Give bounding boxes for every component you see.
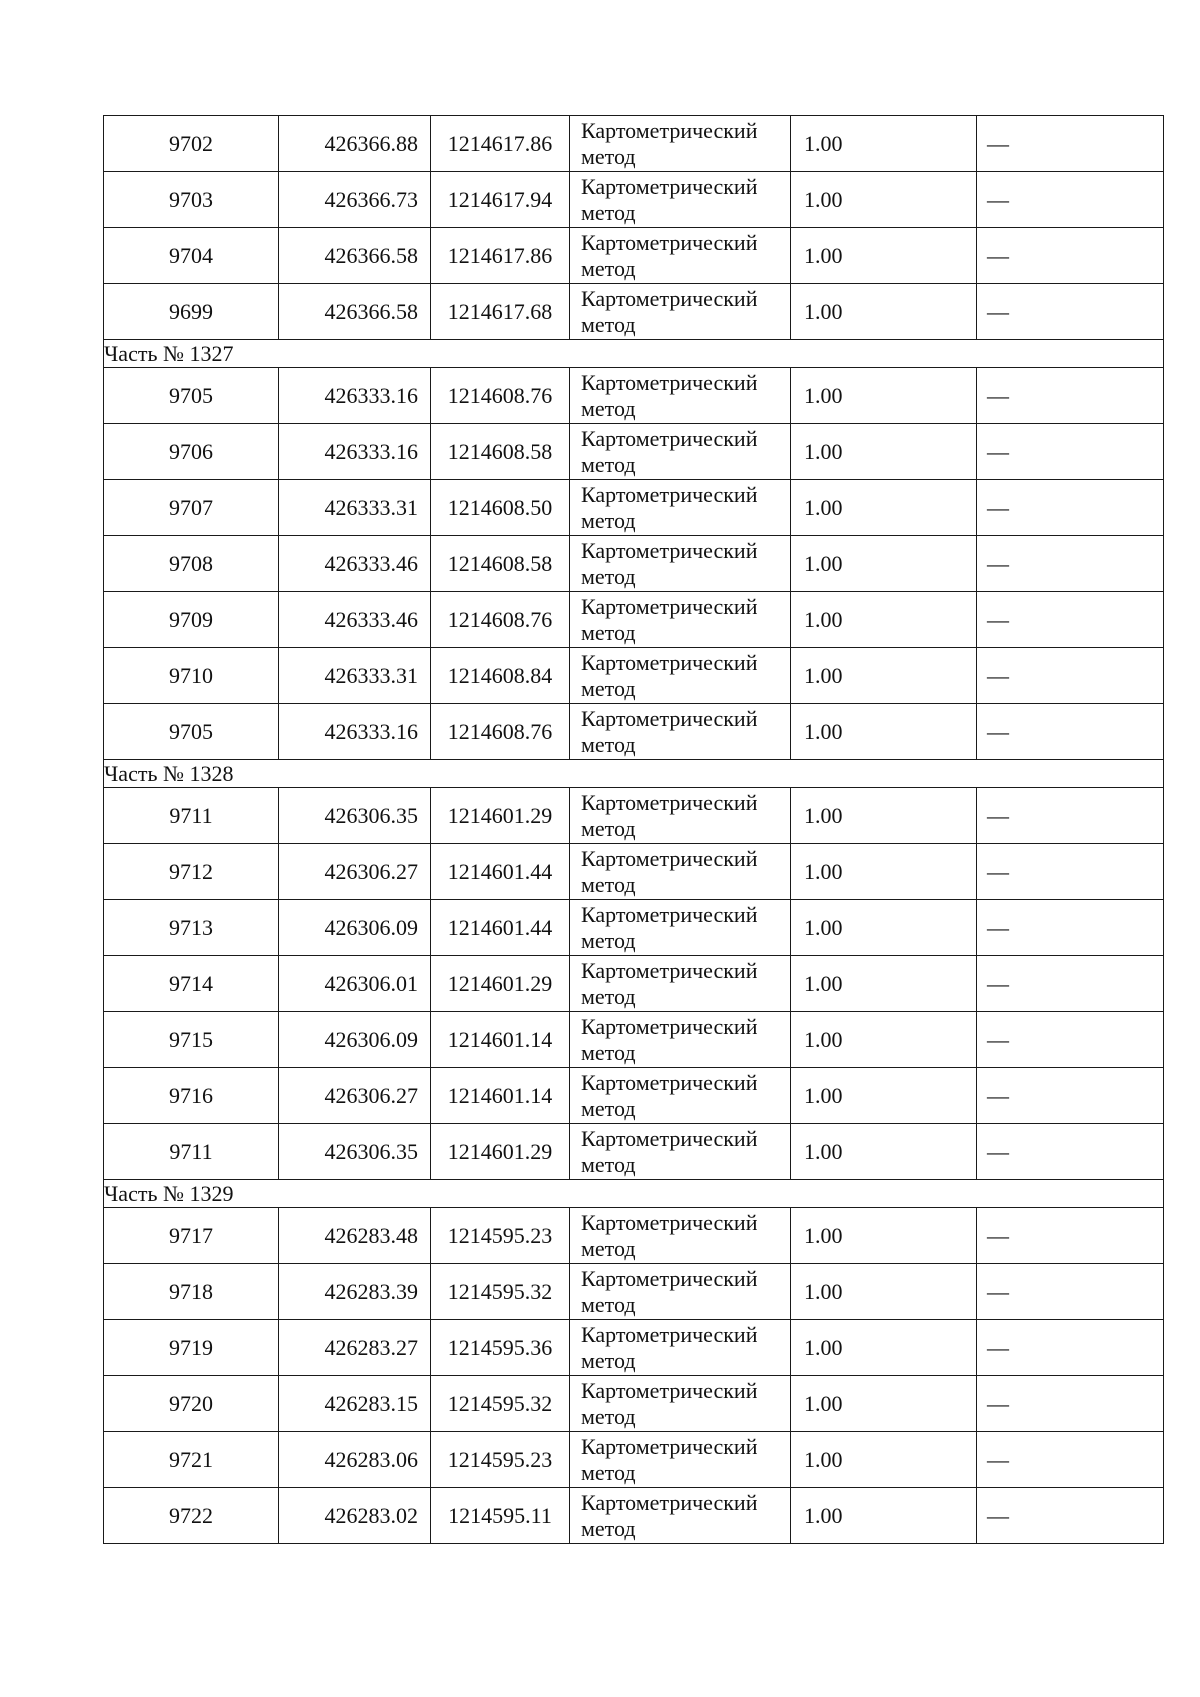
x-coordinate-cell: 426306.35 (279, 788, 431, 844)
method-text-line2: метод (581, 255, 636, 281)
table-row (104, 788, 1164, 844)
method-text-line2: метод (581, 619, 636, 645)
point-number-cell: 9707 (104, 480, 279, 536)
accuracy-cell: 1.00 (791, 788, 977, 844)
y-coordinate-cell: 1214617.86 (431, 228, 570, 284)
method-cell (570, 116, 791, 172)
x-coordinate-cell: 426333.16 (279, 424, 431, 480)
x-coordinate-cell: 426283.02 (279, 1488, 431, 1544)
dash-placeholder: — (987, 186, 1009, 212)
method-cell (570, 844, 791, 900)
x-coordinate-cell: 426306.01 (279, 956, 431, 1012)
x-coordinate-cell: 426283.15 (279, 1376, 431, 1432)
section-label: Часть № 1328 (104, 760, 1164, 788)
accuracy-cell: 1.00 (791, 228, 977, 284)
method-text-line1: Картометрический (581, 425, 758, 451)
accuracy-cell: 1.00 (791, 1068, 977, 1124)
dash-placeholder: — (987, 914, 1009, 940)
method-cell (570, 1068, 791, 1124)
dash-placeholder: — (987, 1222, 1009, 1248)
y-coordinate-cell: 1214601.14 (431, 1012, 570, 1068)
method-text-line1: Картометрический (581, 705, 758, 731)
accuracy-cell: 1.00 (791, 1376, 977, 1432)
description-cell (977, 648, 1164, 704)
point-number-cell: 9710 (104, 648, 279, 704)
method-text-line1: Картометрический (581, 957, 758, 983)
table-row (104, 284, 1164, 340)
dash-placeholder: — (987, 858, 1009, 884)
section-header-row (104, 760, 1164, 788)
point-number-cell: 9712 (104, 844, 279, 900)
dash-placeholder: — (987, 1082, 1009, 1108)
x-coordinate-cell: 426283.27 (279, 1320, 431, 1376)
table-row (104, 1068, 1164, 1124)
table-row (104, 1488, 1164, 1544)
y-coordinate-cell: 1214601.14 (431, 1068, 570, 1124)
y-coordinate-cell: 1214601.29 (431, 956, 570, 1012)
method-text-line1: Картометрический (581, 1265, 758, 1291)
table-row (104, 592, 1164, 648)
description-cell (977, 1264, 1164, 1320)
method-text-line2: метод (581, 815, 636, 841)
table-row (104, 424, 1164, 480)
description-cell (977, 480, 1164, 536)
y-coordinate-cell: 1214595.36 (431, 1320, 570, 1376)
method-text-line1: Картометрический (581, 1125, 758, 1151)
x-coordinate-cell: 426333.46 (279, 536, 431, 592)
dash-placeholder: — (987, 1138, 1009, 1164)
method-text-line1: Картометрический (581, 789, 758, 815)
method-text-line2: метод (581, 1459, 636, 1485)
table-row (104, 844, 1164, 900)
x-coordinate-cell: 426333.46 (279, 592, 431, 648)
method-cell (570, 592, 791, 648)
point-number-cell: 9718 (104, 1264, 279, 1320)
description-cell (977, 1124, 1164, 1180)
method-cell (570, 788, 791, 844)
dash-placeholder: — (987, 242, 1009, 268)
description-cell (977, 956, 1164, 1012)
x-coordinate-cell: 426366.58 (279, 284, 431, 340)
dash-placeholder: — (987, 130, 1009, 156)
description-cell (977, 1376, 1164, 1432)
point-number-cell: 9704 (104, 228, 279, 284)
method-cell (570, 1124, 791, 1180)
accuracy-cell: 1.00 (791, 424, 977, 480)
method-cell (570, 704, 791, 760)
y-coordinate-cell: 1214608.76 (431, 368, 570, 424)
section-header-row (104, 1180, 1164, 1208)
method-text-line1: Картометрический (581, 1209, 758, 1235)
accuracy-cell: 1.00 (791, 172, 977, 228)
method-text-line1: Картометрический (581, 173, 758, 199)
y-coordinate-cell: 1214601.44 (431, 900, 570, 956)
accuracy-cell: 1.00 (791, 368, 977, 424)
method-text-line1: Картометрический (581, 1377, 758, 1403)
table-row (104, 368, 1164, 424)
coordinates-table (103, 115, 1164, 1544)
description-cell (977, 1432, 1164, 1488)
accuracy-cell: 1.00 (791, 592, 977, 648)
dash-placeholder: — (987, 1502, 1009, 1528)
method-cell (570, 900, 791, 956)
dash-placeholder: — (987, 1334, 1009, 1360)
y-coordinate-cell: 1214608.84 (431, 648, 570, 704)
table-row (104, 1124, 1164, 1180)
point-number-cell: 9722 (104, 1488, 279, 1544)
description-cell (977, 172, 1164, 228)
method-text-line2: метод (581, 1039, 636, 1065)
method-cell (570, 368, 791, 424)
section-label: Часть № 1329 (104, 1180, 1164, 1208)
accuracy-cell: 1.00 (791, 900, 977, 956)
accuracy-cell: 1.00 (791, 648, 977, 704)
method-text-line2: метод (581, 927, 636, 953)
y-coordinate-cell: 1214601.29 (431, 788, 570, 844)
method-text-line1: Картометрический (581, 1321, 758, 1347)
point-number-cell: 9702 (104, 116, 279, 172)
accuracy-cell: 1.00 (791, 116, 977, 172)
dash-placeholder: — (987, 1446, 1009, 1472)
accuracy-cell: 1.00 (791, 844, 977, 900)
x-coordinate-cell: 426333.16 (279, 368, 431, 424)
method-text-line2: метод (581, 563, 636, 589)
method-text-line2: метод (581, 871, 636, 897)
method-text-line1: Картометрический (581, 649, 758, 675)
y-coordinate-cell: 1214617.94 (431, 172, 570, 228)
method-text-line1: Картометрический (581, 117, 758, 143)
table-row (104, 172, 1164, 228)
point-number-cell: 9721 (104, 1432, 279, 1488)
x-coordinate-cell: 426333.31 (279, 480, 431, 536)
method-text-line2: метод (581, 1235, 636, 1261)
dash-placeholder: — (987, 1278, 1009, 1304)
accuracy-cell: 1.00 (791, 1432, 977, 1488)
x-coordinate-cell: 426366.88 (279, 116, 431, 172)
accuracy-cell: 1.00 (791, 1488, 977, 1544)
description-cell (977, 1320, 1164, 1376)
method-text-line1: Картометрический (581, 1013, 758, 1039)
dash-placeholder: — (987, 1026, 1009, 1052)
method-cell (570, 536, 791, 592)
description-cell (977, 536, 1164, 592)
section-label: Часть № 1327 (104, 340, 1164, 368)
accuracy-cell: 1.00 (791, 1012, 977, 1068)
method-cell (570, 1320, 791, 1376)
point-number-cell: 9720 (104, 1376, 279, 1432)
description-cell (977, 1012, 1164, 1068)
point-number-cell: 9719 (104, 1320, 279, 1376)
accuracy-cell: 1.00 (791, 480, 977, 536)
table-row (104, 900, 1164, 956)
description-cell (977, 368, 1164, 424)
table-body (104, 116, 1164, 1544)
y-coordinate-cell: 1214595.32 (431, 1264, 570, 1320)
description-cell (977, 1208, 1164, 1264)
table-row (104, 1376, 1164, 1432)
method-text-line1: Картометрический (581, 369, 758, 395)
x-coordinate-cell: 426306.27 (279, 844, 431, 900)
method-text-line2: метод (581, 675, 636, 701)
accuracy-cell: 1.00 (791, 956, 977, 1012)
x-coordinate-cell: 426366.73 (279, 172, 431, 228)
table-row (104, 1264, 1164, 1320)
point-number-cell: 9716 (104, 1068, 279, 1124)
description-cell (977, 116, 1164, 172)
dash-placeholder: — (987, 1390, 1009, 1416)
x-coordinate-cell: 426306.09 (279, 900, 431, 956)
method-text-line1: Картометрический (581, 901, 758, 927)
method-text-line2: метод (581, 1151, 636, 1177)
method-text-line1: Картометрический (581, 285, 758, 311)
method-text-line2: метод (581, 731, 636, 757)
accuracy-cell: 1.00 (791, 1320, 977, 1376)
dash-placeholder: — (987, 550, 1009, 576)
method-text-line2: метод (581, 983, 636, 1009)
dash-placeholder: — (987, 662, 1009, 688)
x-coordinate-cell: 426306.09 (279, 1012, 431, 1068)
point-number-cell: 9699 (104, 284, 279, 340)
table-row (104, 536, 1164, 592)
point-number-cell: 9705 (104, 368, 279, 424)
accuracy-cell: 1.00 (791, 1264, 977, 1320)
method-cell (570, 1208, 791, 1264)
y-coordinate-cell: 1214608.50 (431, 480, 570, 536)
method-text-line2: метод (581, 451, 636, 477)
accuracy-cell: 1.00 (791, 1124, 977, 1180)
dash-placeholder: — (987, 494, 1009, 520)
method-cell (570, 424, 791, 480)
point-number-cell: 9713 (104, 900, 279, 956)
point-number-cell: 9709 (104, 592, 279, 648)
method-text-line1: Картометрический (581, 1433, 758, 1459)
y-coordinate-cell: 1214595.11 (431, 1488, 570, 1544)
method-text-line1: Картометрический (581, 1069, 758, 1095)
method-cell (570, 1264, 791, 1320)
method-text-line2: метод (581, 199, 636, 225)
point-number-cell: 9711 (104, 788, 279, 844)
description-cell (977, 1488, 1164, 1544)
method-cell (570, 172, 791, 228)
method-text-line2: метод (581, 1515, 636, 1541)
point-number-cell: 9706 (104, 424, 279, 480)
method-cell (570, 1432, 791, 1488)
method-cell (570, 480, 791, 536)
point-number-cell: 9717 (104, 1208, 279, 1264)
method-text-line2: метод (581, 507, 636, 533)
description-cell (977, 228, 1164, 284)
section-header-row (104, 340, 1164, 368)
method-text-line1: Картометрический (581, 229, 758, 255)
description-cell (977, 1068, 1164, 1124)
x-coordinate-cell: 426333.16 (279, 704, 431, 760)
x-coordinate-cell: 426306.35 (279, 1124, 431, 1180)
y-coordinate-cell: 1214608.58 (431, 424, 570, 480)
y-coordinate-cell: 1214595.23 (431, 1432, 570, 1488)
x-coordinate-cell: 426333.31 (279, 648, 431, 704)
accuracy-cell: 1.00 (791, 536, 977, 592)
description-cell (977, 284, 1164, 340)
method-text-line1: Картометрический (581, 537, 758, 563)
dash-placeholder: — (987, 382, 1009, 408)
dash-placeholder: — (987, 438, 1009, 464)
description-cell (977, 704, 1164, 760)
y-coordinate-cell: 1214608.58 (431, 536, 570, 592)
method-text-line2: метод (581, 1403, 636, 1429)
method-text-line2: метод (581, 1095, 636, 1121)
y-coordinate-cell: 1214608.76 (431, 704, 570, 760)
description-cell (977, 788, 1164, 844)
method-text-line2: метод (581, 395, 636, 421)
table-row (104, 116, 1164, 172)
x-coordinate-cell: 426283.39 (279, 1264, 431, 1320)
x-coordinate-cell: 426283.06 (279, 1432, 431, 1488)
table-row (104, 1320, 1164, 1376)
accuracy-cell: 1.00 (791, 284, 977, 340)
method-cell (570, 1012, 791, 1068)
y-coordinate-cell: 1214601.29 (431, 1124, 570, 1180)
point-number-cell: 9703 (104, 172, 279, 228)
dash-placeholder: — (987, 970, 1009, 996)
point-number-cell: 9714 (104, 956, 279, 1012)
method-text-line1: Картометрический (581, 593, 758, 619)
table-row (104, 1012, 1164, 1068)
description-cell (977, 844, 1164, 900)
point-number-cell: 9715 (104, 1012, 279, 1068)
table-row (104, 228, 1164, 284)
method-cell (570, 1376, 791, 1432)
accuracy-cell: 1.00 (791, 1208, 977, 1264)
dash-placeholder: — (987, 718, 1009, 744)
method-text-line2: метод (581, 311, 636, 337)
y-coordinate-cell: 1214595.32 (431, 1376, 570, 1432)
method-text-line2: метод (581, 1347, 636, 1373)
accuracy-cell: 1.00 (791, 704, 977, 760)
y-coordinate-cell: 1214608.76 (431, 592, 570, 648)
dash-placeholder: — (987, 802, 1009, 828)
table-row (104, 1432, 1164, 1488)
dash-placeholder: — (987, 298, 1009, 324)
method-text-line1: Картометрический (581, 481, 758, 507)
method-cell (570, 228, 791, 284)
table-row (104, 1208, 1164, 1264)
description-cell (977, 424, 1164, 480)
table-row (104, 956, 1164, 1012)
point-number-cell: 9708 (104, 536, 279, 592)
point-number-cell: 9711 (104, 1124, 279, 1180)
description-cell (977, 900, 1164, 956)
method-cell (570, 648, 791, 704)
method-text-line2: метод (581, 143, 636, 169)
y-coordinate-cell: 1214595.23 (431, 1208, 570, 1264)
dash-placeholder: — (987, 606, 1009, 632)
method-text-line1: Картометрический (581, 845, 758, 871)
method-cell (570, 956, 791, 1012)
x-coordinate-cell: 426306.27 (279, 1068, 431, 1124)
point-number-cell: 9705 (104, 704, 279, 760)
y-coordinate-cell: 1214617.68 (431, 284, 570, 340)
table-row (104, 704, 1164, 760)
description-cell (977, 592, 1164, 648)
x-coordinate-cell: 426283.48 (279, 1208, 431, 1264)
table-row (104, 480, 1164, 536)
y-coordinate-cell: 1214601.44 (431, 844, 570, 900)
method-cell (570, 284, 791, 340)
method-cell (570, 1488, 791, 1544)
y-coordinate-cell: 1214617.86 (431, 116, 570, 172)
x-coordinate-cell: 426366.58 (279, 228, 431, 284)
table-row (104, 648, 1164, 704)
method-text-line2: метод (581, 1291, 636, 1317)
method-text-line1: Картометрический (581, 1489, 758, 1515)
